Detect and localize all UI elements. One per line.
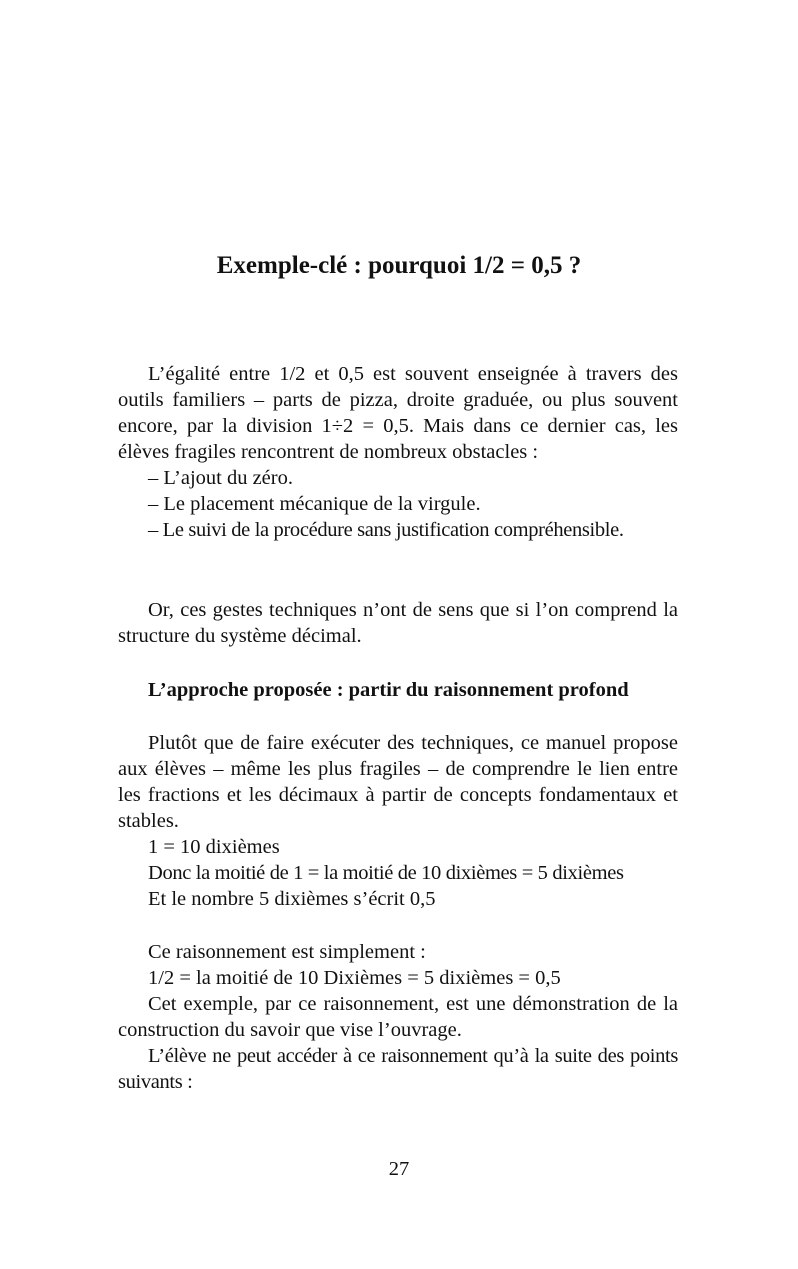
obstacle-list-item: – Le placement mécanique de la virgule.	[148, 493, 481, 515]
reasoning-intro: Ce raisonnement est simplement :	[148, 941, 426, 963]
reasoning-step: Donc la moitié de 1 = la moitié de 10 dixièmes = 5 dixièmes	[148, 862, 624, 884]
reasoning-paragraph: Cet exemple, par ce raisonnement, est une démonstration de la construction du savoir que vise l’ouvrage.	[118, 993, 678, 1041]
conclusion-paragraph: Or, ces gestes techniques n’ont de sens que si l’on comprend la structure du système décimal.	[118, 599, 678, 647]
page-title: Exemple-clé : pourquoi 1/2 = 0,5 ?	[216, 252, 582, 279]
section-heading: L’approche proposée : partir du raisonnement profond	[148, 679, 629, 701]
obstacle-list-item: – L’ajout du zéro.	[148, 467, 293, 489]
obstacle-list-item: – Le suivi de la procédure sans justification compréhensible.	[148, 519, 624, 541]
reasoning-section	[118, 939, 678, 1095]
page-number: 27	[388, 1158, 410, 1180]
intro-paragraph: L’égalité entre 1/2 et 0,5 est souvent enseignée à travers des outils familiers – parts de pizza, droite graduée, ou plus souvent encore, par la division 1÷2 = 0,5. Mais dans ce dernier cas, les élèves fragiles rencontrent de nombreux obstacles :	[118, 363, 678, 463]
approach-section	[118, 730, 678, 912]
approach-paragraph: Plutôt que de faire exécuter des techniques, ce manuel propose aux élèves – même les plus fragiles – de comprendre le lien entre les fractions et les décimaux à partir de concepts fondamentaux et stables.	[118, 732, 678, 832]
reasoning-step: Et le nombre 5 dixièmes s’écrit 0,5	[148, 888, 436, 910]
reasoning-paragraph: L’élève ne peut accéder à ce raisonnement qu’à la suite des points suivants :	[118, 1045, 678, 1093]
section-heading-block	[118, 677, 678, 703]
reasoning-formula: 1/2 = la moitié de 10 Dixièmes = 5 dixièmes = 0,5	[148, 967, 561, 989]
intro-section	[118, 361, 678, 543]
reasoning-step: 1 = 10 dixièmes	[148, 836, 280, 858]
conclusion-section	[118, 597, 678, 649]
